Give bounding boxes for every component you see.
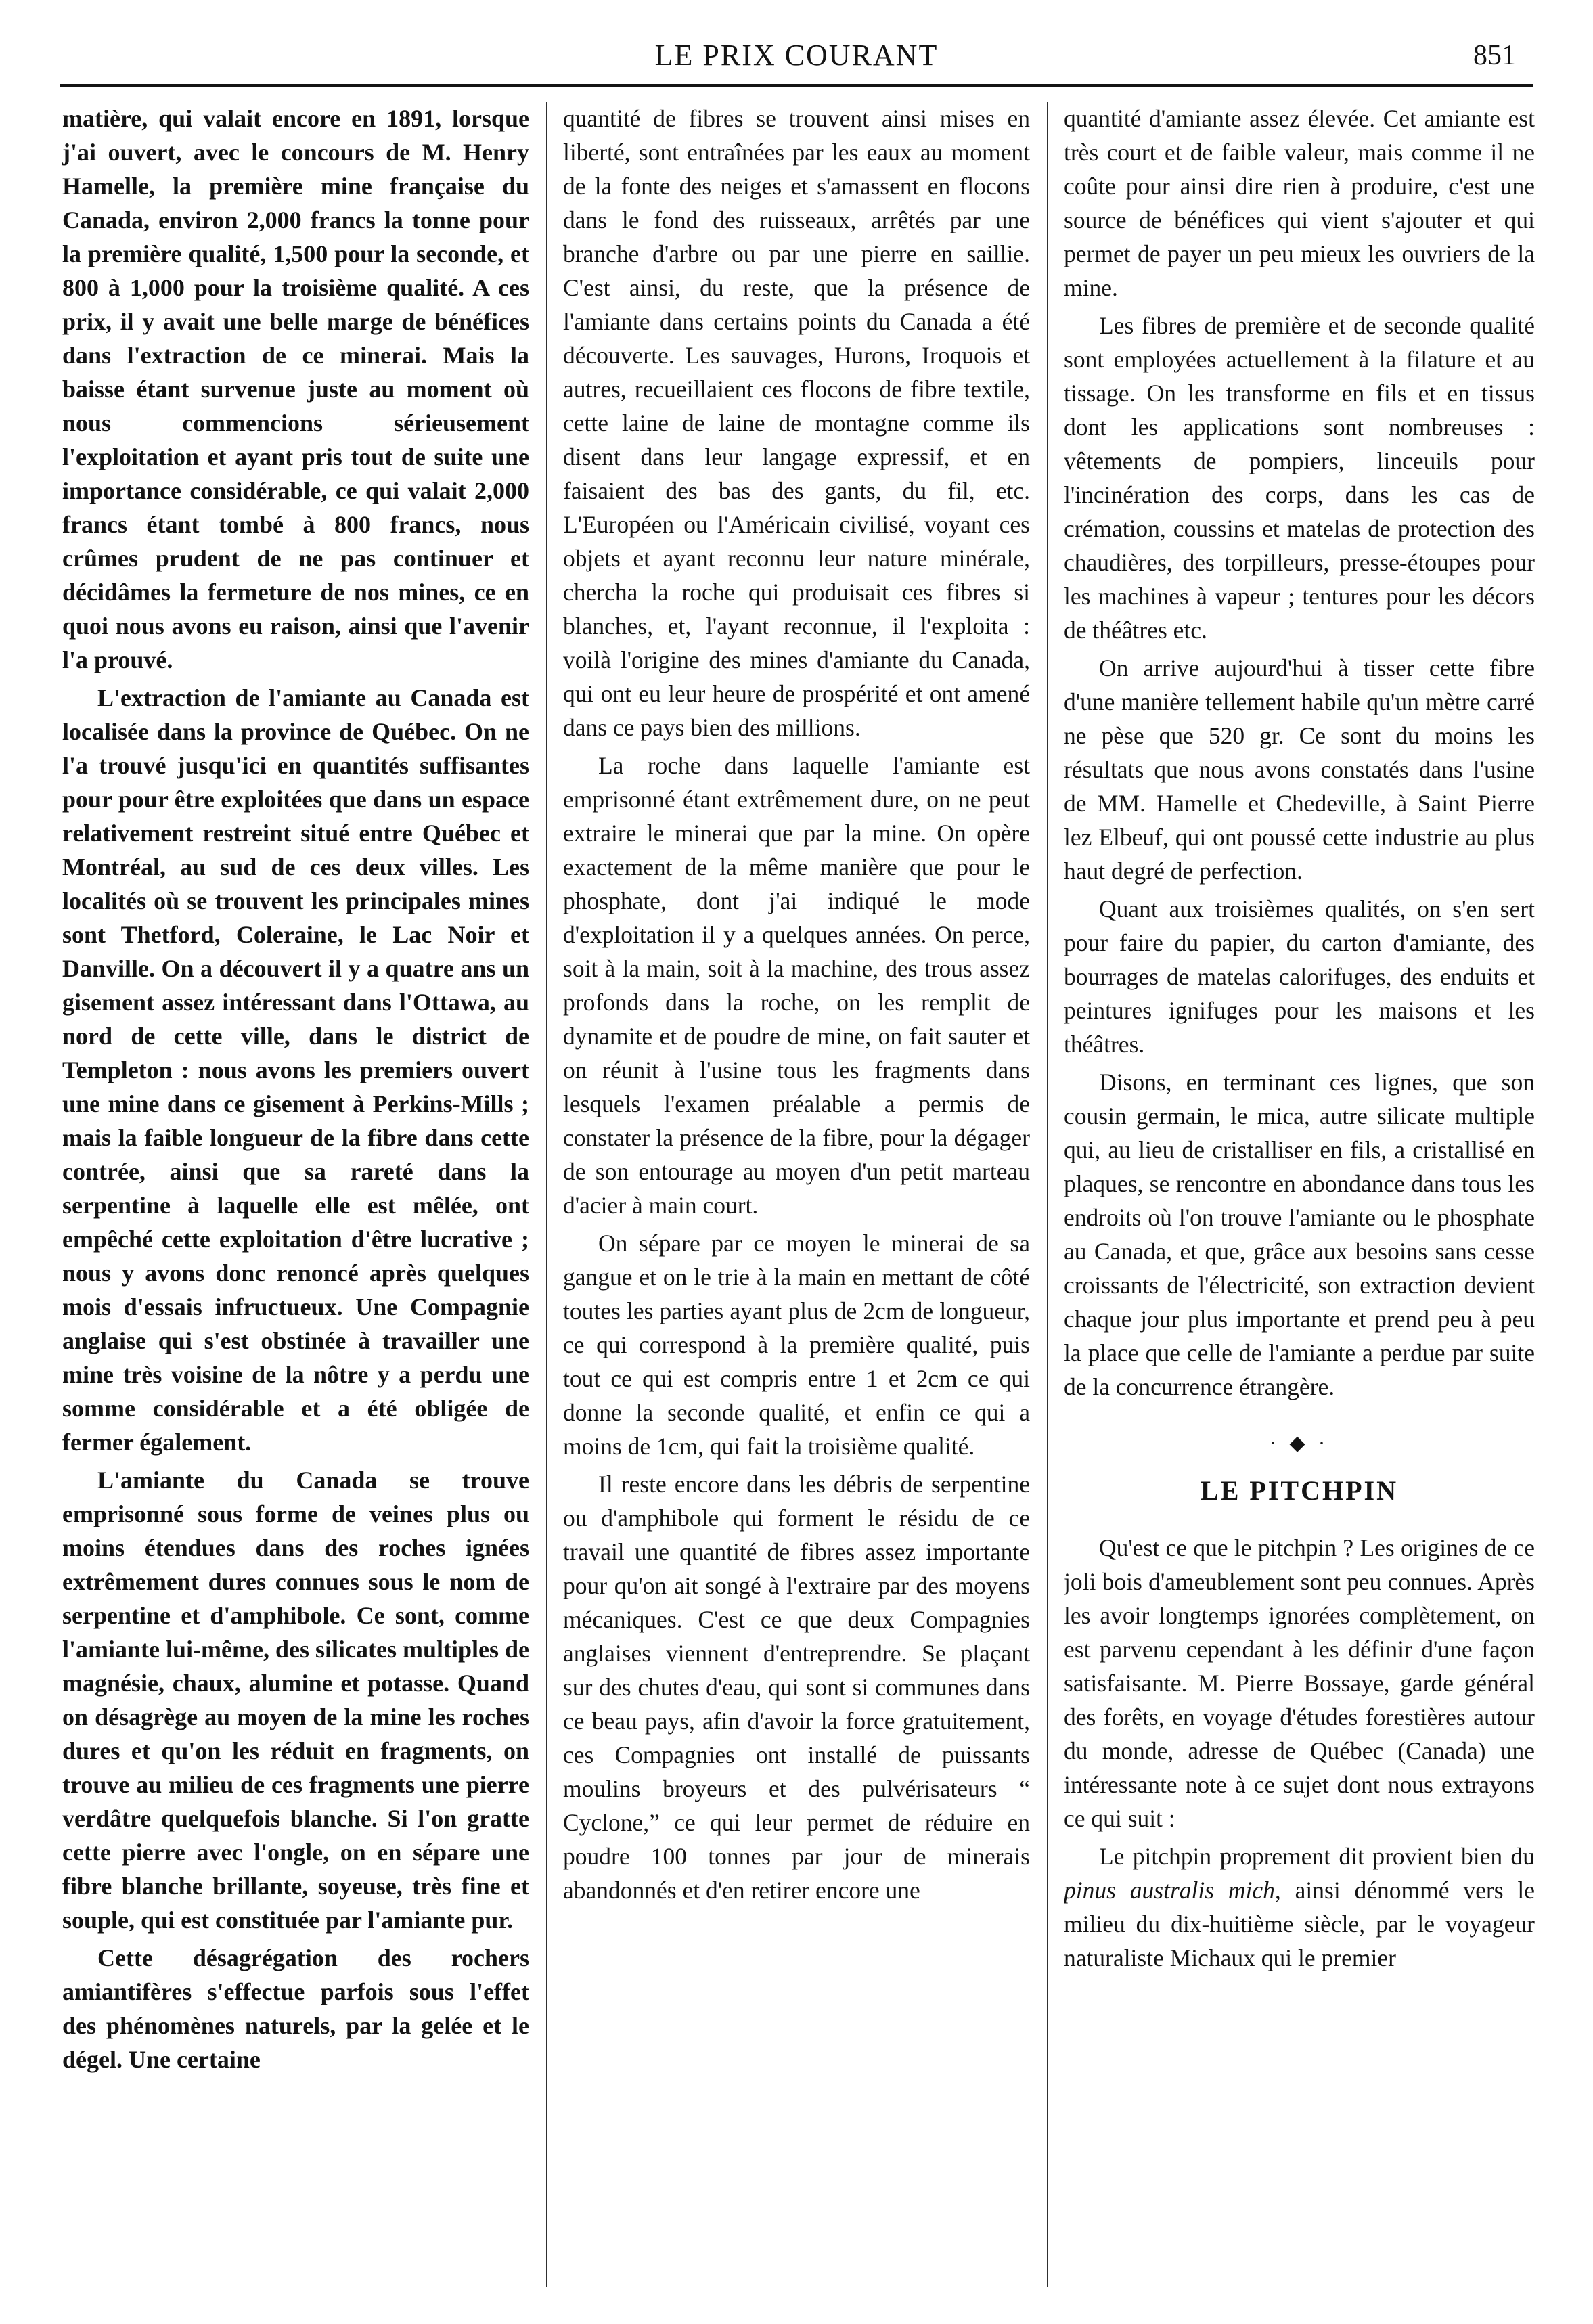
paragraph: L'amiante du Canada se trouve emprisonné sous forme de veines plus ou moins étendues dans des roches ignées extrêmement dures connues sous le nom de serpentine et d'amphibole. Ce sont, comme l'amiante lui-même, des silicates multiples de magnésie, chaux, alumine et potasse. Quand on désagrège au moyen de la mine les roches dures et qu'on les réduit en fragments, on trouve au milieu de ces fragments une pierre verdâtre quelquefois blanche. Si l'on gratte cette pierre avec l'ongle, on en sépare une fibre blanche brillante, soyeuse, très fine et souple, qui est constituée par l'amiante pur. xyxy=(62,1467,529,1934)
column-2 xyxy=(563,102,1030,2287)
column-1 xyxy=(62,102,529,2287)
publication-title: LE PRIX COURANT xyxy=(654,39,939,72)
column-divider xyxy=(1047,102,1048,2287)
paragraph: On arrive aujourd'hui à tisser cette fibre d'une manière tellement habile qu'un mètre carré ne pèse que 520 gr. Ce sont du moins les résultats que nous avons constatés dans l'usine de MM. Hamelle et Chedeville, à Saint Pierre lez Elbeuf, qui ont poussé cette industrie au plus haut degré de perfection. xyxy=(1064,654,1535,885)
text-columns xyxy=(62,102,1535,2287)
paragraph: Cette désagrégation des rochers amiantifères s'effectue parfois sous l'effet des phénomènes naturels, par la gelée et le dégel. Une certaine xyxy=(62,1944,529,2073)
paragraph: Qu'est ce que le pitchpin ? Les origines de ce joli bois d'ameublement sont peu connues. Après les avoir longtemps ignorées complètement, on est parvenu cependant à les définir d'une façon satisfaisante. M. Pierre Bossaye, garde général des forêts, en voyage d'études forestières autour du monde, adresse de Québec (Canada) une intéressante note à ce sujet dont nous extrayons ce qui suit : xyxy=(1064,1534,1535,1832)
text-run: Le pitchpin proprement dit provient bien du xyxy=(1099,1843,1535,1870)
paragraph: Disons, en terminant ces lignes, que son cousin germain, le mica, autre silicate multiple qui, au lieu de cristalliser en fils, a cristallisé en plaques, se rencontre en abondance dans tous les endroits où l'on trouve l'amiante ou le phosphate au Canada, et que, grâce aux besoins sans cesse croissants de l'électricité, son extraction devient chaque jour plus importante et prend peu à peu la place que celle de l'amiante a perdue par suite de la concurrence étrangère. xyxy=(1064,1069,1535,1400)
paragraph: L'extraction de l'amiante au Canada est localisée dans la province de Québec. On ne l'a trouvé jusqu'ici en quantités suffisantes pour pour être exploitées que dans un espace relativement restreint situé entre Québec et Montréal, au sud de ces deux villes. Les localités où se trouvent les principales mines sont Thetford, Coleraine, le Lac Noir et Danville. On a découvert il y a quatre ans un gisement assez intéressant dans l'Ottawa, au nord de cette ville, dans le district de Templeton : nous avons les premiers ouvert une mine dans ce gisement à Perkins-Mills ; mais la faible longueur de la fibre dans cette contrée, ainsi que sa rareté dans la serpentine à laquelle elle est mêlée, ont empêché cette exploitation d'être lucrative ; nous y avons donc renoncé après quelques mois d'essais infructueux. Une Compagnie anglaise qui s'est obstinée à travailler une mine très voisine de la nôtre y a perdu une somme considérable et a été obligée de fermer également. xyxy=(62,684,529,1456)
paragraph: Quant aux troisièmes qualités, on s'en sert pour faire du papier, du carton d'amiante, des bourrages de matelas calorifuges, des enduits et peintures ignifuges pour les maisons et les théâtres. xyxy=(1064,895,1535,1058)
paragraph xyxy=(1064,1839,1535,1975)
paragraph: quantité de fibres se trouvent ainsi mises en liberté, sont entraînées par les eaux au moment de la fonte des neiges et s'amassent en flocons dans le fond des ruisseaux, arrêtés par une branche d'arbre ou par une pierre en saillie. C'est ainsi, du reste, que la présence de l'amiante dans certains points du Canada a été découverte. Les sauvages, Hurons, Iroquois et autres, recueillaient ces flocons de fibre textile, cette laine de laine de montagne comme ils disent dans leur langage expressif, et en faisaient des bas des gants, du fil, etc. L'Européen ou l'Américain civilisé, voyant ces objets et ayant reconnu leur nature minérale, chercha la roche qui produisait ces fibres si blanches, et, l'ayant reconnue, il l'exploita : voilà l'origine des mines d'amiante du Canada, qui ont eu leur heure de prospérité et ont amené dans ce pays bien des millions. xyxy=(563,105,1030,741)
column-divider xyxy=(546,102,547,2287)
header-rule xyxy=(60,84,1533,87)
paragraph: quantité d'amiante assez élevée. Cet amiante est très court et de faible valeur, mais comme il ne coûte pour ainsi dire rien à produire, c'est une source de bénéfices qui vient s'ajouter et qui permet de payer un peu mieux les ouvriers de la mine. xyxy=(1064,105,1535,301)
paragraph: Les fibres de première et de seconde qualité sont employées actuellement à la filature et au tissage. On les transforme en fils et en tissus dont les applications sont nombreuses : vêtements de pompiers, linceuils pour l'incinération des corps, dans les cas de crémation, coussins et matelas de protection des chaudières, des torpilleurs, presse-étoupes pour les machines à vapeur ; tentures pour les décors de théâtres etc. xyxy=(1064,312,1535,644)
paragraph: Il reste encore dans les débris de serpentine ou d'amphibole qui forment le résidu de ce travail une quantité de fibres assez importante pour qu'on ait songé à l'extraire par des moyens mécaniques. C'est ce que deux Compagnies anglaises viennent d'entreprendre. Se plaçant sur des chutes d'eau, qui sont si communes dans ce beau pays, afin d'avoir la force gratuitement, ces Compagnies ont installé de puissants moulins broyeurs et des pulvérisateurs “ Cyclone,” ce qui leur permet de réduire en poudre 100 tonnes par jour de minerais abandonnés et d'en retirer encore une xyxy=(563,1471,1030,1904)
section-heading: LE PITCHPIN xyxy=(1201,1475,1398,1506)
paragraph: matière, qui valait encore en 1891, lorsque j'ai ouvert, avec le concours de M. Henry Hamelle, la première mine française du Canada, environ 2,000 francs la tonne pour la première qualité, 1,500 pour la seconde, et 800 à 1,000 pour la troisième qualité. A ces prix, il y avait une belle marge de bénéfices dans l'extraction de ce minerai. Mais la baisse étant survenue juste au moment où nous commencions sérieusement l'exploitation et ayant pris tout de suite une importance considérable, ce qui valait 2,000 francs étant tombé à 800 francs, nous crûmes prudent de ne pas continuer et décidâmes la fermeture de nos mines, ce en quoi nous avons eu raison, ainsi que l'avenir l'a prouvé. xyxy=(62,105,529,673)
page-number: 851 xyxy=(1473,40,1516,71)
section-ornament: · ◆ · xyxy=(1269,1432,1330,1454)
paragraph: La roche dans laquelle l'amiante est emprisonné étant extrêmement dure, on ne peut extraire le minerai que par la mine. On opère exactement de la même manière que pour le phosphate, dont j'ai indiqué le mode d'exploitation il y a quelques années. On perce, soit à la main, soit à la machine, des trous assez profonds dans la roche, on les remplit de dynamite et de poudre de mine, on fait sauter et on réunit à l'usine tous les fragments dans lesquels l'examen préalable a permis de constater la présence de la fibre, pour la dégager de son entourage au moyen d'un petit marteau d'acier à main court. xyxy=(563,752,1030,1219)
running-head xyxy=(0,38,1593,79)
text-run: ainsi dénommé vers le milieu du dix-huitième siècle, par le voyageur naturaliste Michaux qui le premier xyxy=(1064,1877,1535,1971)
species-name: pinus australis mich, xyxy=(1064,1877,1281,1904)
paragraph: On sépare par ce moyen le minerai de sa gangue et on le trie à la main en mettant de côté toutes les parties ayant plus de 2cm de longueur, ce qui correspond à la première qualité, puis tout ce qui est compris entre 1 et 2cm ce qui donne la seconde qualité, et enfin ce qui a moins de 1cm, qui fait la troisième qualité. xyxy=(563,1230,1030,1460)
column-3 xyxy=(1064,102,1535,2287)
